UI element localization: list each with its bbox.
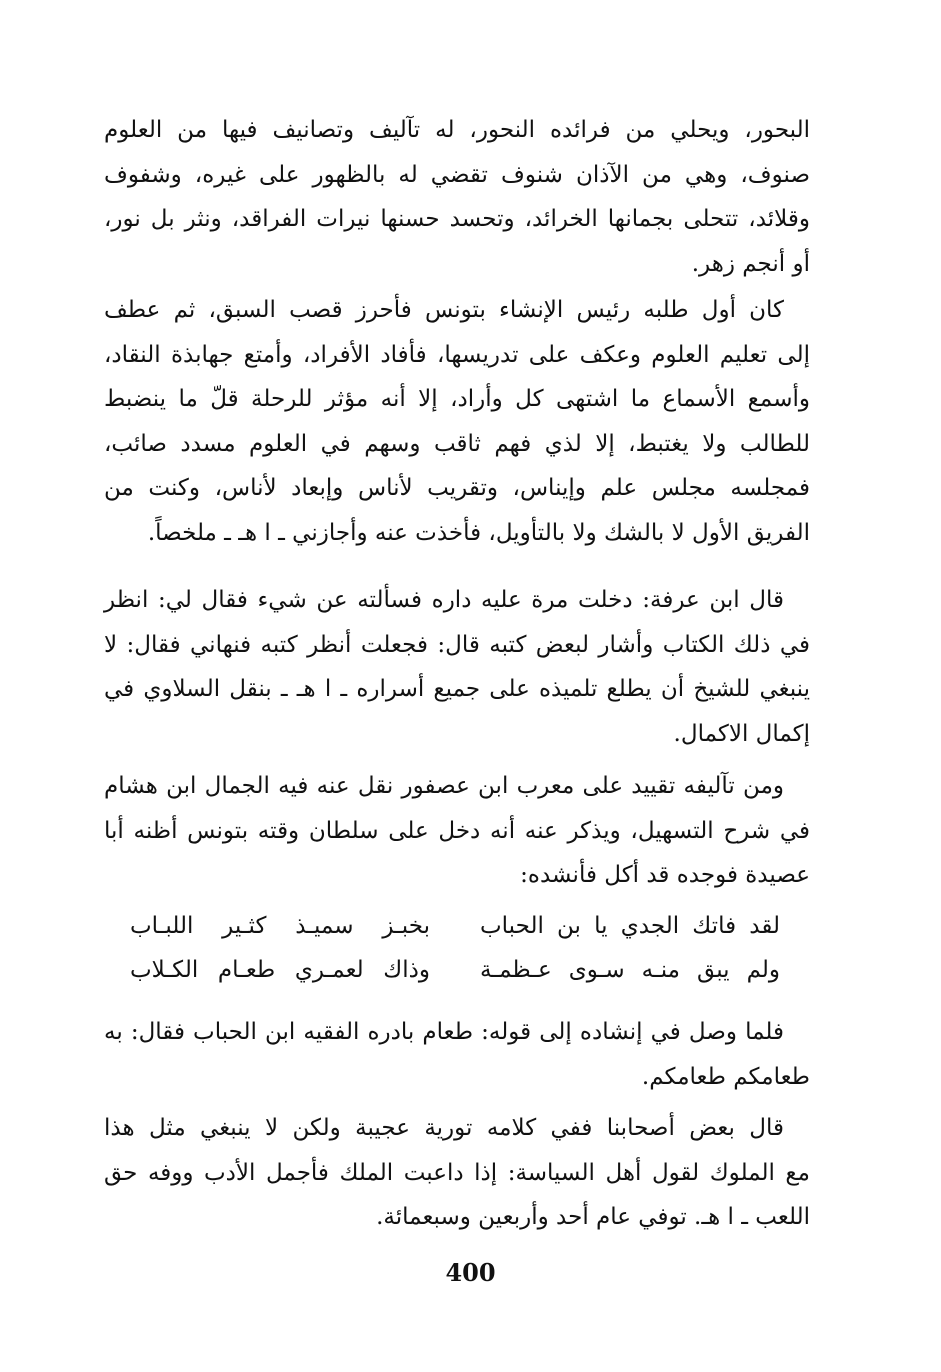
text-line: وقلائد، تتحلى بجمانها الخرائد، وتحسد حسنها نيرات الفراقد، ونثر بل نور، <box>104 206 810 232</box>
text-line: عصيدة فوجده قد أكل فأنشده: <box>520 862 810 888</box>
page-number: 400 <box>445 1258 496 1287</box>
text-line: كان أول طلبه رئيس الإنشاء بتونس فأحرز قصب السبق، ثم عطف <box>104 297 784 323</box>
text-line: في شرح التسهيل، ويذكر عنه أنه دخل على سلطان وقته بتونس أظنه أبا <box>104 817 810 844</box>
verse-first-hemistich: لقد فاتك الجدي يا بن الحباب <box>480 913 780 939</box>
text-line: صنوف، وهي من الآذان شنوف تقضي له بالظهور على غيره، وشفوف <box>104 161 810 188</box>
verse-second-hemistich: وذاك لعمـري طعـام الكـلاب <box>130 957 430 983</box>
text-line: مع الملوك لقول أهل السياسة: إذا داعبت الملك فأجمل الأدب ووفه حق <box>104 1159 810 1186</box>
text-line: وأسمع الأسماع ما اشتهى كل وأراد، إلا أنه مؤثر للرحلة قلّ ما ينضبط <box>104 386 810 412</box>
verse-second-hemistich: بخبـز سميـذ كثـير اللبـاب <box>130 913 430 939</box>
paragraph-5 <box>104 1010 810 1099</box>
text-line: اللعب ـ ا هـ. توفي عام أحد وأربعين وسبعمائة. <box>376 1204 810 1230</box>
text-line: إلى تعليم العلوم وعكف على تدريسها، فأفاد الأفراد، وأمتع جهابذة النقاد، <box>104 341 810 368</box>
paragraph-2 <box>104 288 810 555</box>
poem-verses <box>130 904 780 992</box>
text-line: ينبغي للشيخ أن يطلع تلميذه على جميع أسراره ـ ا هـ ـ بنقل السلاوي في <box>104 676 810 702</box>
text-line: فلما وصل في إنشاده إلى قوله: طعام بادره الفقيه ابن الحباب فقال: به <box>104 1019 784 1045</box>
text-line: قال ابن عرفة: دخلت مرة عليه داره فسألته عن شيء فقال لي: انظر <box>104 587 784 613</box>
verse-line <box>130 948 780 992</box>
verse-line <box>130 904 780 948</box>
paragraph-1 <box>104 108 810 286</box>
text-line: الفريق الأول لا بالشك ولا بالتأويل، فأخذت عنه وأجازني ـ ا هـ ـ ملخصاً. <box>147 519 810 546</box>
text-line: إكمال الاكمال. <box>673 720 810 747</box>
text-line: للطالب ولا يغتبط، إلا لذي فهم ثاقب وسهم في العلوم مسدد صائب، <box>104 430 810 457</box>
paragraph-3 <box>104 578 810 756</box>
paragraph-6 <box>104 1106 810 1240</box>
verse-first-hemistich: ولم يبق منـه سـوى عـظمـة <box>480 957 780 983</box>
text-line: أو أنجم زهر. <box>691 250 810 277</box>
text-line: ومن تآليفه تقييد على معرب ابن عصفور نقل عنه فيه الجمال ابن هشام <box>104 773 784 799</box>
text-line: طعامكم طعامكم. <box>641 1063 810 1090</box>
text-line: البحور، ويحلي من فرائده النحور، له تآليف وتصانيف فيها من العلوم <box>104 117 810 143</box>
text-line: في ذلك الكتاب وأشار لبعض كتبه قال: فجعلت أنظر كتبه فنهاني فقال: لا <box>104 631 810 658</box>
text-line: قال بعض أصحابنا ففي كلامه تورية عجيبة ولكن لا ينبغي مثل هذا <box>104 1115 784 1141</box>
text-line: فمجلسه مجلس علم وإيناس، وتقريب لأناس وإبعاد لأناس، وكنت من <box>104 475 810 501</box>
paragraph-4 <box>104 764 810 898</box>
